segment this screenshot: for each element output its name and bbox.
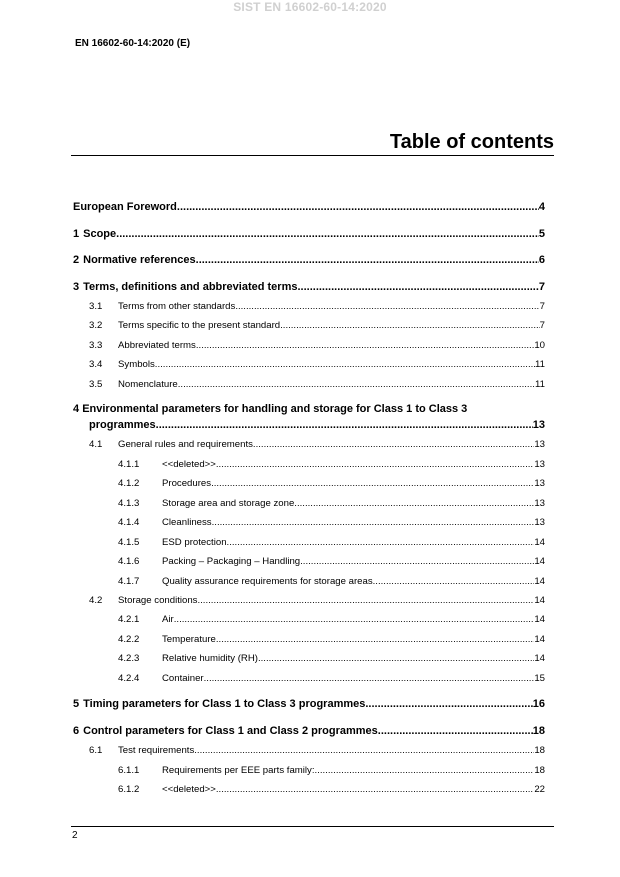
toc-entry-number: 2	[73, 254, 80, 266]
toc-leader-dots	[212, 517, 535, 528]
toc-entry-4-1-5[interactable]	[118, 537, 545, 548]
toc-entry-4-1-4[interactable]	[118, 517, 545, 528]
toc-page-number: 13	[534, 459, 545, 470]
toc-entry-6[interactable]	[73, 725, 545, 737]
toc-page-number: 22	[534, 784, 545, 795]
toc-leader-dots	[280, 320, 540, 331]
toc-page-number: 14	[534, 595, 545, 606]
toc-entry-3-5[interactable]	[89, 379, 545, 390]
toc-leader-dots	[197, 595, 534, 606]
toc-entry-2[interactable]	[73, 254, 545, 266]
toc-entry-number: 4.2.4	[118, 673, 140, 684]
document-id: EN 16602-60-14:2020 (E)	[75, 38, 191, 49]
toc-entry-text: Abbreviated terms	[118, 340, 196, 351]
toc-entry-4-line1[interactable]	[73, 403, 467, 415]
toc-entry-4-1[interactable]	[89, 439, 545, 450]
toc-entry-text: programmes	[89, 419, 156, 431]
toc-entry-number: 3	[73, 281, 80, 293]
toc-entry-text: Terms, definitions and abbreviated terms	[83, 281, 298, 293]
toc-entry-text: Control parameters for Class 1 and Class 2 programmes	[83, 725, 378, 737]
toc-leader-dots	[196, 340, 534, 351]
toc-entry-4-2-4[interactable]	[118, 673, 545, 684]
toc-entry-number: 6.1	[89, 745, 103, 756]
toc-leader-dots	[227, 537, 535, 548]
toc-entry-text: Scope	[83, 228, 117, 240]
toc-entry-number: 4.2	[89, 595, 103, 606]
toc-entry-4-1-3[interactable]	[118, 498, 545, 509]
toc-entry-4-1-6[interactable]	[118, 556, 545, 567]
toc-entry-3-1[interactable]	[89, 301, 545, 312]
toc-entry-number: 6.1.2	[118, 784, 140, 795]
toc-page-number: 7	[538, 281, 545, 293]
toc-entry-6-1-1[interactable]	[118, 765, 545, 776]
toc-entry-number: 4.1.7	[118, 576, 140, 587]
toc-entry-foreword[interactable]	[73, 201, 545, 213]
toc-entry-number: 6	[73, 725, 80, 737]
toc-entry-number: 1	[73, 228, 80, 240]
toc-entry-number: 3.4	[89, 359, 103, 370]
toc-page-number: 18	[532, 725, 545, 737]
toc-entry-4-1-1[interactable]	[118, 459, 545, 470]
toc-page-number: 13	[534, 517, 545, 528]
toc-leader-dots	[177, 201, 539, 213]
toc-entry-text: Requirements per EEE parts family:	[162, 765, 315, 776]
toc-entry-number: 3.2	[89, 320, 103, 331]
toc-entry-4-1-2[interactable]	[118, 478, 545, 489]
watermark: SIST EN 16602-60-14:2020	[233, 0, 387, 14]
toc-entry-text: Terms from other standards	[118, 301, 236, 312]
toc-entry-text: Timing parameters for Class 1 to Class 3 programmes	[83, 698, 366, 710]
toc-leader-dots	[373, 576, 535, 587]
toc-entry-text: Normative references	[83, 254, 196, 266]
toc-page-number: 11	[535, 379, 545, 390]
toc-page-number: 13	[534, 478, 545, 489]
toc-entry-text: General rules and requirements	[118, 439, 253, 450]
page-title: Table of contents	[389, 131, 554, 153]
toc-leader-dots	[174, 614, 535, 625]
toc-entry-text: Symbols	[118, 359, 155, 370]
toc-entry-text: <<deleted>>	[162, 784, 216, 795]
toc-leader-dots	[211, 478, 534, 489]
toc-page-number: 16	[532, 698, 545, 710]
title-divider	[71, 155, 554, 156]
toc-entry-number: 4.1.3	[118, 498, 140, 509]
toc-entry-number: 4.2.1	[118, 614, 140, 625]
toc-entry-number: 3.3	[89, 340, 103, 351]
toc-leader-dots	[300, 556, 534, 567]
toc-entry-3-2[interactable]	[89, 320, 545, 331]
toc-page-number: 13	[534, 439, 545, 450]
toc-entry-3-4[interactable]	[89, 359, 545, 370]
toc-page-number: 14	[534, 556, 545, 567]
toc-entry-3[interactable]	[73, 281, 545, 293]
toc-entry-text: Temperature	[162, 634, 216, 645]
toc-entry-text: Quality assurance requirements for storage areas	[162, 576, 373, 587]
toc-page-number: 11	[535, 359, 545, 370]
toc-leader-dots	[196, 254, 539, 266]
toc-page-number: 18	[534, 745, 545, 756]
toc-entry-5[interactable]	[73, 698, 545, 710]
toc-entry-number: 4.1.1	[118, 459, 140, 470]
toc-leader-dots	[378, 725, 533, 737]
toc-leader-dots	[253, 439, 534, 450]
toc-entry-4-2[interactable]	[89, 595, 545, 606]
toc-entry-number: 4.1	[89, 439, 103, 450]
toc-entry-number: 5	[73, 698, 80, 710]
toc-entry-1[interactable]	[73, 228, 545, 240]
toc-leader-dots	[204, 673, 535, 684]
toc-page-number: 10	[534, 340, 545, 351]
toc-entry-text: Storage area and storage zone	[162, 498, 295, 509]
toc-leader-dots	[235, 301, 539, 312]
toc-entry-text: Environmental parameters for handling and storage for Class 1 to Class 3	[82, 403, 468, 415]
toc-entry-text: Nomenclature	[118, 379, 178, 390]
toc-page-number: 14	[534, 614, 545, 625]
toc-entry-number: 3.5	[89, 379, 103, 390]
toc-page-number: 14	[534, 537, 545, 548]
footer-divider	[71, 826, 554, 827]
toc-leader-dots	[216, 459, 534, 470]
toc-entry-text: Packing – Packaging – Handling	[162, 556, 301, 567]
toc-page-number: 5	[538, 228, 545, 240]
toc-entry-4-2-2[interactable]	[118, 634, 545, 645]
toc-entry-text: <<deleted>>	[162, 459, 216, 470]
toc-entry-4-line2[interactable]	[89, 419, 545, 431]
toc-leader-dots	[155, 359, 535, 370]
toc-page-number: 14	[534, 634, 545, 645]
toc-entry-number: 4.2.3	[118, 653, 140, 664]
toc-entry-text: Procedures	[162, 478, 212, 489]
toc-page-number: 15	[534, 673, 545, 684]
toc-page-number: 7	[539, 301, 545, 312]
toc-leader-dots	[178, 379, 535, 390]
toc-entry-number: 4.1.2	[118, 478, 140, 489]
toc-entry-3-3[interactable]	[89, 340, 545, 351]
toc-page-number: 14	[534, 576, 545, 587]
toc-entry-text: Relative humidity (RH)	[162, 653, 258, 664]
toc-page-number: 18	[534, 765, 545, 776]
page-number: 2	[72, 830, 78, 841]
toc-entry-6-1-2[interactable]	[118, 784, 545, 795]
toc-page-number: 4	[538, 201, 545, 213]
toc-entry-number: 3.1	[89, 301, 103, 312]
toc-entry-4-2-3[interactable]	[118, 653, 545, 664]
toc-entry-number: 4	[73, 403, 80, 415]
toc-entry-number: 4.1.4	[118, 517, 140, 528]
toc-entry-text: ESD protection	[162, 537, 227, 548]
toc-entry-text: Test requirements	[118, 745, 195, 756]
toc-leader-dots	[365, 698, 532, 710]
toc-entry-number: 4.1.5	[118, 537, 140, 548]
toc-page-number: 13	[532, 419, 545, 431]
toc-leader-dots	[116, 228, 539, 240]
toc-leader-dots	[216, 634, 534, 645]
toc-entry-text: European Foreword	[73, 201, 177, 213]
toc-leader-dots	[194, 745, 534, 756]
toc-leader-dots	[294, 498, 534, 509]
toc-leader-dots	[258, 653, 534, 664]
toc-entry-text: Cleanliness	[162, 517, 212, 528]
toc-leader-dots	[297, 281, 538, 293]
toc-page-number: 7	[539, 320, 545, 331]
toc-page-number: 14	[534, 653, 545, 664]
toc-leader-dots	[156, 419, 533, 431]
toc-entry-number: 6.1.1	[118, 765, 140, 776]
toc-entry-text: Terms specific to the present standard	[118, 320, 281, 331]
toc-page-number: 13	[534, 498, 545, 509]
toc-leader-dots	[216, 784, 534, 795]
toc-entry-4-1-7[interactable]	[118, 576, 545, 587]
toc-entry-text: Air	[162, 614, 174, 625]
toc-entry-number: 4.1.6	[118, 556, 140, 567]
toc-entry-text: Container	[162, 673, 204, 684]
toc-entry-6-1[interactable]	[89, 745, 545, 756]
toc-entry-number: 4.2.2	[118, 634, 140, 645]
toc-page-number: 6	[538, 254, 545, 266]
toc-entry-4-2-1[interactable]	[118, 614, 545, 625]
toc-leader-dots	[315, 765, 535, 776]
toc-entry-text: Storage conditions	[118, 595, 198, 606]
